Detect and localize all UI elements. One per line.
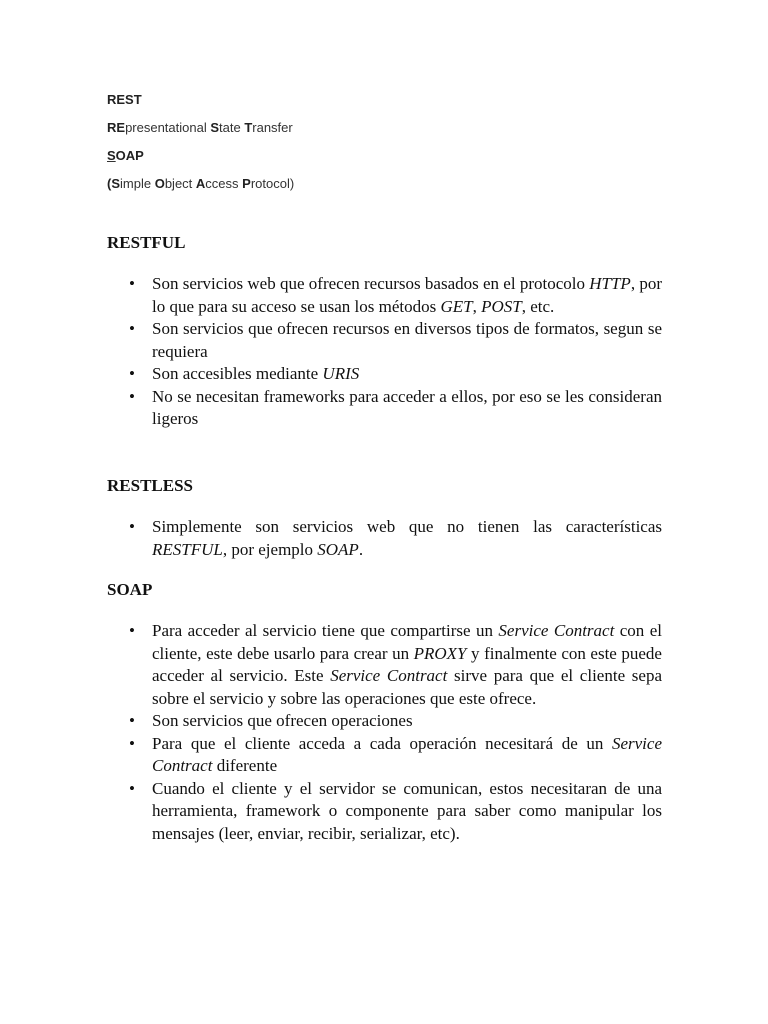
text-run: A xyxy=(195,176,206,191)
section-heading: SOAP xyxy=(107,580,153,599)
bullet-list xyxy=(107,273,662,431)
text-run: presentational xyxy=(125,120,211,135)
text-run: S xyxy=(107,148,116,163)
rest-expansion xyxy=(107,118,294,146)
rest-title: REST xyxy=(107,92,142,107)
text-run: SOAP xyxy=(317,539,359,559)
text-run: sirve para que el cliente sepa sobre el servicio y sobre las operaciones que este ofrece. xyxy=(152,666,662,708)
soap-expansion xyxy=(107,174,294,202)
text-run: Son accesibles mediante xyxy=(152,364,323,383)
text-run: POST xyxy=(481,296,522,316)
underline-run xyxy=(107,148,116,163)
list-item xyxy=(107,386,662,431)
text-run: Son servicios web que ofrecen recursos basados en el protocolo xyxy=(152,274,590,293)
text-run: ( xyxy=(107,176,112,191)
text-run: tate xyxy=(219,120,245,135)
text-run: . xyxy=(358,539,364,559)
list-item xyxy=(107,363,662,386)
text-run: No se necesitan frameworks para acceder a ellos, por eso se les consideran ligeros xyxy=(152,386,662,428)
text-run: Son servicios que ofrecen operaciones xyxy=(152,711,413,730)
list-item xyxy=(107,733,662,778)
section-soap xyxy=(107,579,662,845)
text-run: Para acceder al servicio tiene que compartirse un xyxy=(152,621,499,640)
list-item xyxy=(107,516,662,561)
text-run: Service Contract xyxy=(498,621,615,640)
text-run: RE xyxy=(107,120,126,135)
list-item xyxy=(107,778,662,846)
text-run: OAP xyxy=(115,148,144,163)
text-run: URIS xyxy=(322,364,360,383)
text-run: P xyxy=(242,176,251,191)
list-item xyxy=(107,273,662,318)
soap-title xyxy=(107,146,294,174)
text-run: , etc. xyxy=(521,296,555,316)
text-run: T xyxy=(244,120,253,135)
bullet-list xyxy=(107,516,662,561)
text-run: Para que el cliente acceda a cada operación necesitará de un xyxy=(152,733,612,753)
text-run: bject xyxy=(164,176,196,191)
text-run: con el cliente, este debe usarlo para crear un xyxy=(152,621,662,663)
text-run: diferente xyxy=(212,756,278,775)
text-run: Son servicios que ofrecen recursos en diversos tipos de formatos, segun se requiera xyxy=(152,319,662,361)
text-run: , xyxy=(472,296,482,316)
acronym-block xyxy=(107,90,294,202)
section-heading: RESTLESS xyxy=(107,476,193,495)
text-run: Cuando el cliente y el servidor se comunican, estos necesitaran de una herramienta, framework o componente para saber como manipular los mensajes (leer, enviar, recibir, serializar, etc). xyxy=(152,778,662,843)
section-heading: RESTFUL xyxy=(107,233,186,252)
text-run: Service Contract xyxy=(330,666,448,685)
bullet-list xyxy=(107,620,662,845)
text-run: , por ejemplo xyxy=(222,539,318,559)
text-run: y finalmente con este puede acceder al servicio. Este xyxy=(152,643,662,685)
text-run: PROXY xyxy=(413,643,467,663)
text-run: HTTP xyxy=(589,274,631,293)
list-item xyxy=(107,620,662,710)
text-run: S xyxy=(210,120,220,135)
section-restless xyxy=(107,475,662,561)
text-run: imple xyxy=(120,176,155,191)
text-run: Service Contract xyxy=(152,733,662,775)
text-run: GET xyxy=(440,296,473,316)
text-run: Simplemente son servicios web que no tienen las características xyxy=(152,517,662,536)
text-run: RESTFUL xyxy=(152,539,223,559)
text-run: O xyxy=(154,176,165,191)
text-run: S xyxy=(111,176,121,191)
text-run: ccess xyxy=(205,176,243,191)
text-run: , por lo que para su acceso se usan los métodos xyxy=(152,274,662,316)
text-run: ransfer xyxy=(252,120,293,135)
text-run: rotocol) xyxy=(250,176,295,191)
section-restful xyxy=(107,232,662,431)
list-item xyxy=(107,710,662,733)
list-item xyxy=(107,318,662,363)
